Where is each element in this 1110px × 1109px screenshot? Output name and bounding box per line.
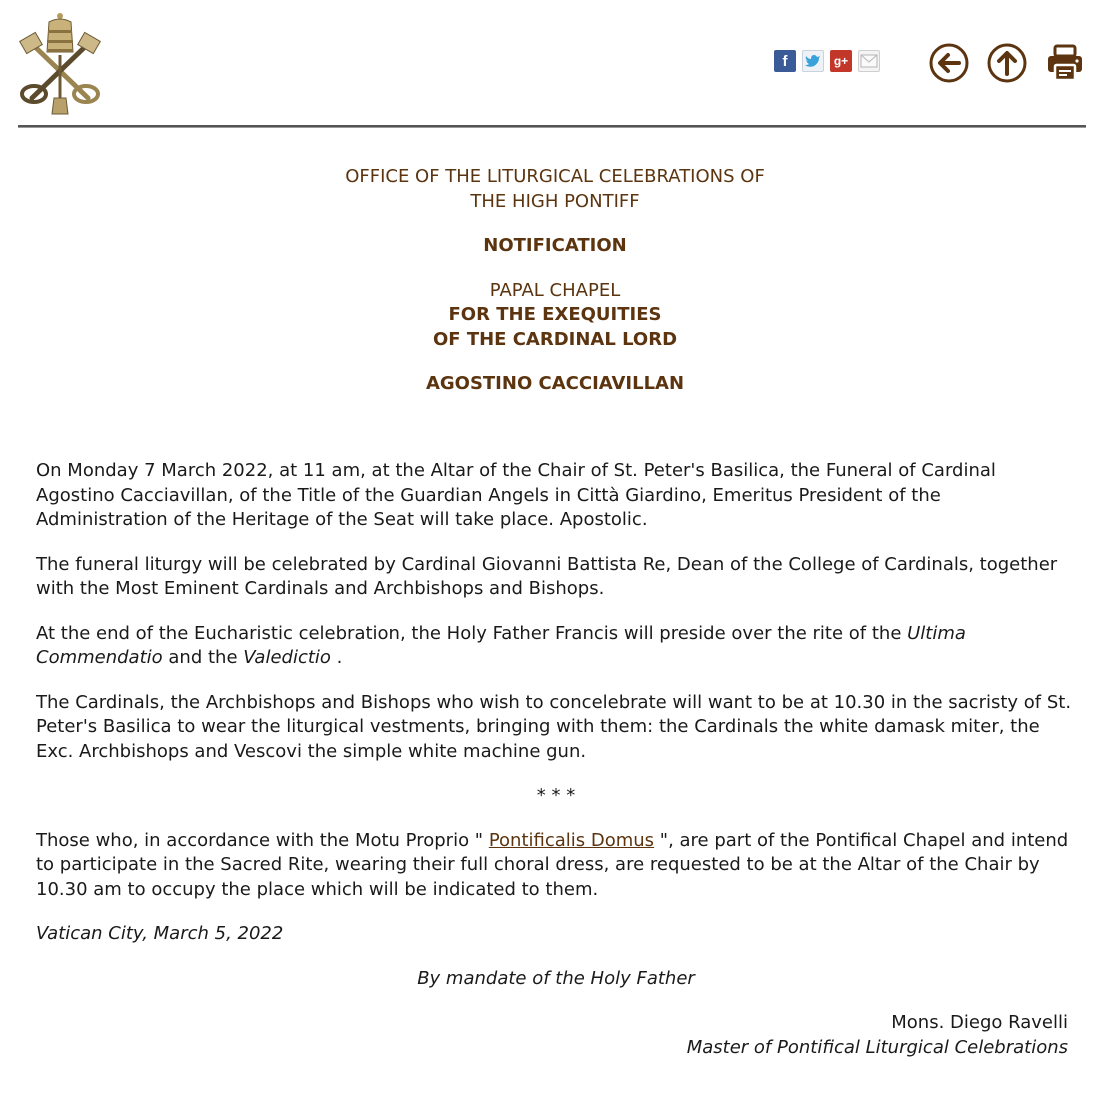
back-arrow-icon[interactable] [928,42,970,84]
paragraph-funeral-details: On Monday 7 March 2022, at 11 am, at the Altar of the Chair of St. Peter's Basilica, the Funeral of Cardinal Agostino Cacciavillan, of the Title of the Guardian Angels in Città Giardino, Emeritus President of the Administration of the Heritage of the Seat will take place. Apostolic. [36,460,996,530]
paragraph-pontifical-chapel: Those who, in accordance with the Motu Proprio " Pontificalis Domus ", are part of the Pontifical Chapel and intend to participate in the Sacred Rite, wearing their full choral dress, are requested to be at the Altar of the Chair by 10.30 am to occupy the place which will be indicated to them. [36,829,1069,900]
signer-name: Mons. Diego Ravelli [891,1012,1068,1033]
holy-see-coat-of-arms-logo [16,10,104,118]
email-icon[interactable] [858,50,880,72]
facebook-icon[interactable]: f [774,50,796,72]
date-line: Vatican City, March 5, 2022 [36,923,284,944]
page-header [0,0,1110,130]
office-title-line1: OFFICE OF THE LITURGICAL CELEBRATIONS OF [345,166,765,187]
papal-chapel-title: PAPAL CHAPEL [489,279,621,301]
notice-heading [0,165,1110,397]
twitter-icon[interactable] [802,50,824,72]
print-icon[interactable] [1044,42,1086,84]
office-title-line2: THE HIGH PONTIFF [470,190,640,212]
social-share-bar [774,50,880,72]
cardinal-name: AGOSTINO CACCIAVILLAN [425,373,685,394]
header-divider [18,125,1086,128]
signer-title: Master of Pontifical Liturgical Celebrations [686,1036,1068,1058]
pontificalis-domus-link[interactable]: Pontificalis Domus [488,829,655,851]
notice-body [36,459,1076,1060]
page-nav-icons [928,42,1086,84]
exequies-title-line2: OF THE CARDINAL LORD [432,328,678,350]
up-arrow-icon[interactable] [986,42,1028,84]
ultima-commendatio-term: Ultima Commendatio [36,622,966,668]
section-separator: * * * [536,785,576,806]
paragraph-concelebrants: The Cardinals, the Archbishops and Bishops who wish to concelebrate will want to be at 10.30 in the sacristy of St. Peter's Basilica to wear the liturgical vestments, bringing with them: the Cardinals the white damask miter, the Exc. Archbishops and Vescovi the simple white machine gun. [36,691,1072,762]
paragraph-celebrant: The funeral liturgy will be celebrated by Cardinal Giovanni Battista Re, Dean of the College of Cardinals, together with the Most Eminent Cardinals and Archbishops and Bishops. [36,553,1058,599]
paragraph-rite: At the end of the Eucharistic celebration, the Holy Father Francis will preside over the rite of the Ultima Commendatio and the Valedictio . [36,622,966,668]
google-plus-icon[interactable]: g+ [830,50,852,72]
exequies-title-line1: FOR THE EXEQUITIES [448,304,662,325]
notification-title: NOTIFICATION [483,235,627,256]
mandate-line: By mandate of the Holy Father [417,967,695,989]
valedictio-term: Valedictio [243,647,331,668]
